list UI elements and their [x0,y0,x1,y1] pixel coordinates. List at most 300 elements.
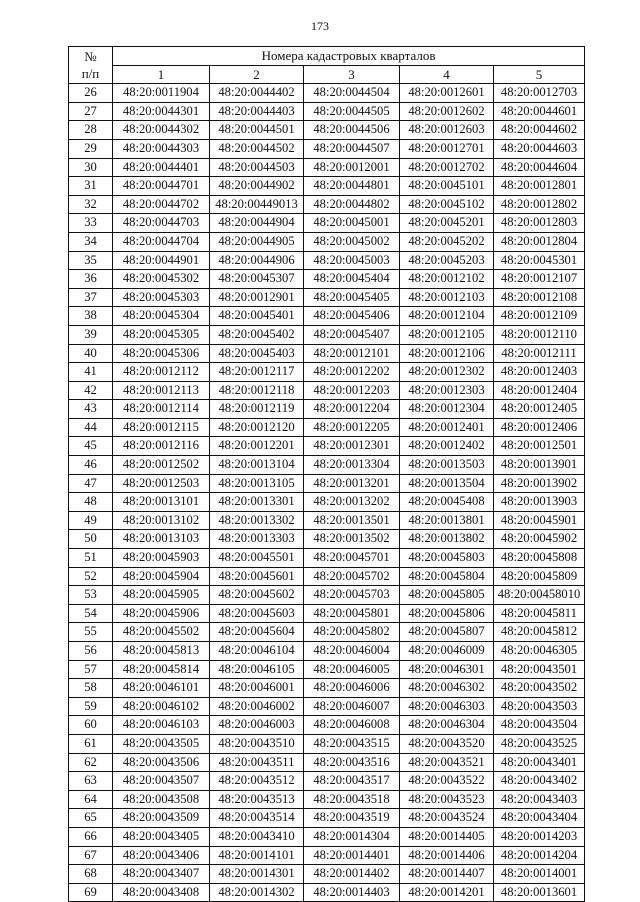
cadastral-quarters-table [68,46,585,902]
cadastral-number-cell: 48:20:0043408 [113,883,210,902]
cadastral-number-cell: 48:20:0014001 [494,865,585,884]
row-number: 32 [69,195,113,214]
cadastral-number-cell: 48:20:0045903 [113,549,210,568]
table-row [69,418,585,437]
row-number: 52 [69,567,113,586]
row-number: 40 [69,344,113,363]
cadastral-number-cell: 48:20:0045806 [400,604,494,623]
cadastral-number-cell: 48:20:0012108 [494,288,585,307]
table-row [69,679,585,698]
cadastral-number-cell: 48:20:0014407 [400,865,494,884]
table-row [69,288,585,307]
row-number: 29 [69,139,113,158]
cadastral-number-cell: 48:20:0012111 [494,344,585,363]
cadastral-number-cell: 48:20:0045003 [304,251,400,270]
row-number: 51 [69,549,113,568]
cadastral-number-cell: 48:20:0014405 [400,827,494,846]
table-row [69,530,585,549]
cadastral-number-cell: 48:20:0044601 [494,102,585,121]
cadastral-number-cell: 48:20:0045904 [113,567,210,586]
cadastral-number-cell: 48:20:0012113 [113,381,210,400]
cadastral-number-cell: 48:20:0046302 [400,679,494,698]
row-number: 28 [69,121,113,140]
cadastral-number-cell: 48:20:0014203 [494,827,585,846]
cadastral-number-cell: 48:20:0044902 [210,177,304,196]
cadastral-number-cell: 48:20:0046003 [210,716,304,735]
cadastral-number-cell: 48:20:0012104 [400,307,494,326]
table-row [69,790,585,809]
row-number: 47 [69,474,113,493]
cadastral-number-cell: 48:20:0044603 [494,139,585,158]
cadastral-number-cell: 48:20:0012101 [304,344,400,363]
table-row [69,232,585,251]
cadastral-number-cell: 48:20:0043504 [494,716,585,735]
cadastral-number-cell: 48:20:0044402 [210,84,304,103]
cadastral-number-cell: 48:20:0045304 [113,307,210,326]
cadastral-number-cell: 48:20:0044901 [113,251,210,270]
row-number: 67 [69,846,113,865]
cadastral-number-cell: 48:20:0045405 [304,288,400,307]
cadastral-number-cell: 48:20:0043502 [494,679,585,698]
table-row [69,456,585,475]
cadastral-number-cell: 48:20:0044403 [210,102,304,121]
row-number: 57 [69,660,113,679]
cadastral-number-cell: 48:20:0045809 [494,567,585,586]
cadastral-number-cell: 48:20:0043518 [304,790,400,809]
cadastral-number-cell: 48:20:0043506 [113,753,210,772]
cadastral-number-cell: 48:20:0045406 [304,307,400,326]
cadastral-number-cell: 48:20:0012302 [400,363,494,382]
cadastral-number-cell: 48:20:0043517 [304,772,400,791]
cadastral-number-cell: 48:20:0044904 [210,214,304,233]
cadastral-number-cell: 48:20:0045201 [400,214,494,233]
cadastral-number-cell: 48:20:0013501 [304,511,400,530]
row-number: 26 [69,84,113,103]
cadastral-number-cell: 48:20:0014402 [304,865,400,884]
cadastral-number-cell: 48:20:0045702 [304,567,400,586]
table-row [69,363,585,382]
table-row [69,214,585,233]
cadastral-number-cell: 48:20:0012402 [400,437,494,456]
cadastral-number-cell: 48:20:0043525 [494,734,585,753]
cadastral-number-cell: 48:20:0046004 [304,642,400,661]
cadastral-number-cell: 48:20:0044301 [113,102,210,121]
cadastral-number-cell: 48:20:0043519 [304,809,400,828]
cadastral-number-cell: 48:20:0012201 [210,437,304,456]
cadastral-number-cell: 48:20:0012503 [113,474,210,493]
cadastral-number-cell: 48:20:0043401 [494,753,585,772]
cadastral-number-cell: 48:20:0045307 [210,270,304,289]
row-number: 35 [69,251,113,270]
table-row [69,586,585,605]
table-row [69,307,585,326]
row-number: 48 [69,493,113,512]
cadastral-number-cell: 48:20:0045604 [210,623,304,642]
cadastral-number-cell: 48:20:0046102 [113,697,210,716]
cadastral-number-cell: 48:20:0013802 [400,530,494,549]
cadastral-number-cell: 48:20:0043516 [304,753,400,772]
cadastral-number-cell: 48:20:0043523 [400,790,494,809]
table-row [69,623,585,642]
cadastral-number-cell: 48:20:0012001 [304,158,400,177]
cadastral-number-cell: 48:20:0014304 [304,827,400,846]
cadastral-number-cell: 48:20:0045403 [210,344,304,363]
row-number: 63 [69,772,113,791]
group-title-header: Номера кадастровых кварталов [113,47,585,66]
row-number: 69 [69,883,113,902]
row-number: 31 [69,177,113,196]
cadastral-number-cell: 48:20:0044802 [304,195,400,214]
column-header-2: 2 [210,65,304,84]
row-number: 59 [69,697,113,716]
cadastral-number-cell: 48:20:0013903 [494,493,585,512]
table-row [69,270,585,289]
cadastral-number-cell: 48:20:0012109 [494,307,585,326]
table-row [69,251,585,270]
cadastral-number-cell: 48:20:0012110 [494,325,585,344]
row-number: 42 [69,381,113,400]
cadastral-number-cell: 48:20:0045901 [494,511,585,530]
cadastral-number-cell: 48:20:0045401 [210,307,304,326]
cadastral-number-cell: 48:20:0043410 [210,827,304,846]
cadastral-number-cell: 48:20:0046001 [210,679,304,698]
row-number: 68 [69,865,113,884]
cadastral-number-cell: 48:20:00449013 [210,195,304,214]
cadastral-number-cell: 48:20:0045902 [494,530,585,549]
cadastral-number-cell: 48:20:0044702 [113,195,210,214]
cadastral-number-cell: 48:20:0012103 [400,288,494,307]
cadastral-number-cell: 48:20:0045303 [113,288,210,307]
cadastral-number-cell: 48:20:0012703 [494,84,585,103]
cadastral-number-cell: 48:20:0045302 [113,270,210,289]
cadastral-number-cell: 48:20:0012401 [400,418,494,437]
table-row [69,827,585,846]
cadastral-number-cell: 48:20:0012602 [400,102,494,121]
cadastral-number-cell: 48:20:0044801 [304,177,400,196]
row-number: 43 [69,400,113,419]
cadastral-number-cell: 48:20:0045807 [400,623,494,642]
table-row [69,177,585,196]
cadastral-number-cell: 48:20:0045407 [304,325,400,344]
cadastral-number-cell: 48:20:0046304 [400,716,494,735]
cadastral-number-cell: 48:20:0043503 [494,697,585,716]
cadastral-number-cell: 48:20:0045804 [400,567,494,586]
cadastral-number-cell: 48:20:0012901 [210,288,304,307]
cadastral-number-cell: 48:20:0014403 [304,883,400,902]
column-header-4: 4 [400,65,494,84]
table-header [69,47,585,84]
cadastral-number-cell: 48:20:0044701 [113,177,210,196]
cadastral-number-cell: 48:20:0043505 [113,734,210,753]
table-row [69,511,585,530]
cadastral-number-cell: 48:20:0014201 [400,883,494,902]
num-sub-label: п/п [81,66,100,82]
cadastral-number-cell: 48:20:0012501 [494,437,585,456]
row-number: 45 [69,437,113,456]
table-row [69,121,585,140]
cadastral-number-cell: 48:20:0045814 [113,660,210,679]
row-number: 62 [69,753,113,772]
page-number: 173 [311,19,329,33]
cadastral-number-cell: 48:20:0012205 [304,418,400,437]
cadastral-number-cell: 48:20:0013502 [304,530,400,549]
table-row [69,344,585,363]
cadastral-number-cell: 48:20:0014301 [210,865,304,884]
cadastral-number-cell: 48:20:0044503 [210,158,304,177]
table-row [69,734,585,753]
cadastral-number-cell: 48:20:0046104 [210,642,304,661]
cadastral-number-cell: 48:20:0045306 [113,344,210,363]
cadastral-number-cell: 48:20:0013202 [304,493,400,512]
num-label: № [84,48,97,64]
cadastral-number-cell: 48:20:0045813 [113,642,210,661]
cadastral-number-cell: 48:20:0046002 [210,697,304,716]
cadastral-number-cell: 48:20:0045301 [494,251,585,270]
cadastral-number-cell: 48:20:0012116 [113,437,210,456]
row-number: 33 [69,214,113,233]
cadastral-number-cell: 48:20:0012119 [210,400,304,419]
cadastral-number-cell: 48:20:0045002 [304,232,400,251]
cadastral-number-cell: 48:20:0045501 [210,549,304,568]
cadastral-number-cell: 48:20:0012107 [494,270,585,289]
cadastral-number-cell: 48:20:0012112 [113,363,210,382]
table-row [69,660,585,679]
row-number: 61 [69,734,113,753]
row-number: 53 [69,586,113,605]
table-row [69,102,585,121]
cadastral-number-cell: 48:20:0043406 [113,846,210,865]
cadastral-number-cell: 48:20:0043405 [113,827,210,846]
cadastral-number-cell: 48:20:0043521 [400,753,494,772]
cadastral-number-cell: 48:20:0013901 [494,456,585,475]
cadastral-number-cell: 48:20:0014204 [494,846,585,865]
cadastral-number-cell: 48:20:0013302 [210,511,304,530]
cadastral-number-cell: 48:20:0012804 [494,232,585,251]
cadastral-number-cell: 48:20:0045502 [113,623,210,642]
cadastral-number-cell: 48:20:0045601 [210,567,304,586]
cadastral-number-cell: 48:20:0043507 [113,772,210,791]
cadastral-number-cell: 48:20:0012803 [494,214,585,233]
cadastral-number-cell: 48:20:0043511 [210,753,304,772]
row-number: 50 [69,530,113,549]
cadastral-number-cell: 48:20:0046008 [304,716,400,735]
cadastral-number-cell: 48:20:0046301 [400,660,494,679]
row-number: 49 [69,511,113,530]
cadastral-number-cell: 48:20:0045402 [210,325,304,344]
cadastral-number-cell: 48:20:0013304 [304,456,400,475]
cadastral-number-cell: 48:20:0012105 [400,325,494,344]
row-number: 58 [69,679,113,698]
cadastral-number-cell: 48:20:0043514 [210,809,304,828]
cadastral-number-cell: 48:20:0012120 [210,418,304,437]
cadastral-number-cell: 48:20:0012801 [494,177,585,196]
cadastral-number-cell: 48:20:0045802 [304,623,400,642]
table-row [69,809,585,828]
cadastral-number-cell: 48:20:0012405 [494,400,585,419]
row-number-header [69,47,113,84]
cadastral-number-cell: 48:20:0012106 [400,344,494,363]
cadastral-number-cell: 48:20:0013601 [494,883,585,902]
row-number: 37 [69,288,113,307]
cadastral-number-cell: 48:20:0045803 [400,549,494,568]
cadastral-number-cell: 48:20:0044504 [304,84,400,103]
cadastral-number-cell: 48:20:0045602 [210,586,304,605]
cadastral-number-cell: 48:20:0043522 [400,772,494,791]
cadastral-number-cell: 48:20:0014302 [210,883,304,902]
cadastral-number-cell: 48:20:0043402 [494,772,585,791]
table-row [69,437,585,456]
cadastral-number-cell: 48:20:0045811 [494,604,585,623]
cadastral-number-cell: 48:20:0043512 [210,772,304,791]
cadastral-number-cell: 48:20:0012202 [304,363,400,382]
row-number: 56 [69,642,113,661]
row-number: 46 [69,456,113,475]
cadastral-number-cell: 48:20:00458010 [494,586,585,605]
cadastral-number-cell: 48:20:0012102 [400,270,494,289]
cadastral-number-cell: 48:20:0044604 [494,158,585,177]
cadastral-number-cell: 48:20:0045808 [494,549,585,568]
column-header-5: 5 [494,65,585,84]
cadastral-number-cell: 48:20:0012204 [304,400,400,419]
cadastral-number-cell: 48:20:0046105 [210,660,304,679]
table-body [69,84,585,902]
cadastral-number-cell: 48:20:0045101 [400,177,494,196]
cadastral-number-cell: 48:20:0043501 [494,660,585,679]
row-number: 66 [69,827,113,846]
cadastral-number-cell: 48:20:0045703 [304,586,400,605]
cadastral-number-cell: 48:20:0013102 [113,511,210,530]
cadastral-number-cell: 48:20:0045801 [304,604,400,623]
cadastral-number-cell: 48:20:0043520 [400,734,494,753]
cadastral-number-cell: 48:20:0044905 [210,232,304,251]
table-row [69,716,585,735]
cadastral-number-cell: 48:20:0012603 [400,121,494,140]
row-number: 36 [69,270,113,289]
table-row [69,158,585,177]
cadastral-number-cell: 48:20:0014101 [210,846,304,865]
cadastral-number-cell: 48:20:0013201 [304,474,400,493]
table-row [69,567,585,586]
cadastral-number-cell: 48:20:0045603 [210,604,304,623]
table-row [69,549,585,568]
cadastral-number-cell: 48:20:0046305 [494,642,585,661]
cadastral-number-cell: 48:20:0044906 [210,251,304,270]
cadastral-number-cell: 48:20:0044507 [304,139,400,158]
cadastral-number-cell: 48:20:0013504 [400,474,494,493]
table-row [69,381,585,400]
cadastral-number-cell: 48:20:0012601 [400,84,494,103]
row-number: 38 [69,307,113,326]
table-row [69,604,585,623]
table-row [69,474,585,493]
cadastral-number-cell: 48:20:0045404 [304,270,400,289]
cadastral-number-cell: 48:20:0043513 [210,790,304,809]
row-number: 55 [69,623,113,642]
table-row [69,195,585,214]
table-row [69,493,585,512]
table-row [69,325,585,344]
cadastral-number-cell: 48:20:0044506 [304,121,400,140]
table-row [69,865,585,884]
cadastral-number-cell: 48:20:0046303 [400,697,494,716]
cadastral-number-cell: 48:20:0012702 [400,158,494,177]
cadastral-number-cell: 48:20:0011904 [113,84,210,103]
cadastral-number-cell: 48:20:0044703 [113,214,210,233]
cadastral-number-cell: 48:20:0013105 [210,474,304,493]
cadastral-number-cell: 48:20:0043510 [210,734,304,753]
row-number: 30 [69,158,113,177]
cadastral-number-cell: 48:20:0044704 [113,232,210,251]
table-row [69,772,585,791]
cadastral-number-cell: 48:20:0012117 [210,363,304,382]
table-row [69,753,585,772]
cadastral-number-cell: 48:20:0045102 [400,195,494,214]
cadastral-number-cell: 48:20:0044505 [304,102,400,121]
cadastral-number-cell: 48:20:0045203 [400,251,494,270]
cadastral-number-cell: 48:20:0043509 [113,809,210,828]
cadastral-number-cell: 48:20:0045408 [400,493,494,512]
cadastral-number-cell: 48:20:0043508 [113,790,210,809]
cadastral-number-cell: 48:20:0013104 [210,456,304,475]
row-number: 34 [69,232,113,251]
cadastral-number-cell: 48:20:0014401 [304,846,400,865]
cadastral-number-cell: 48:20:0044401 [113,158,210,177]
table-row [69,846,585,865]
cadastral-number-cell: 48:20:0044502 [210,139,304,158]
table-row [69,642,585,661]
cadastral-number-cell: 48:20:0045805 [400,586,494,605]
cadastral-number-cell: 48:20:0012203 [304,381,400,400]
cadastral-number-cell: 48:20:0012701 [400,139,494,158]
cadastral-number-cell: 48:20:0045001 [304,214,400,233]
cadastral-number-cell: 48:20:0046103 [113,716,210,735]
cadastral-number-cell: 48:20:0046009 [400,642,494,661]
cadastral-number-cell: 48:20:0045202 [400,232,494,251]
cadastral-number-cell: 48:20:0043403 [494,790,585,809]
cadastral-number-cell: 48:20:0044501 [210,121,304,140]
cadastral-number-cell: 48:20:0044302 [113,121,210,140]
table-row [69,400,585,419]
cadastral-number-cell: 48:20:0013301 [210,493,304,512]
row-number: 60 [69,716,113,735]
cadastral-number-cell: 48:20:0046101 [113,679,210,698]
cadastral-number-cell: 48:20:0012403 [494,363,585,382]
cadastral-number-cell: 48:20:0012502 [113,456,210,475]
table-row [69,139,585,158]
cadastral-number-cell: 48:20:0012802 [494,195,585,214]
row-number: 39 [69,325,113,344]
row-number: 41 [69,363,113,382]
cadastral-number-cell: 48:20:0046007 [304,697,400,716]
column-header-3: 3 [304,65,400,84]
row-number: 65 [69,809,113,828]
table-row [69,697,585,716]
cadastral-number-cell: 48:20:0012406 [494,418,585,437]
cadastral-number-cell: 48:20:0012404 [494,381,585,400]
cadastral-number-cell: 48:20:0012303 [400,381,494,400]
cadastral-number-cell: 48:20:0045905 [113,586,210,605]
cadastral-number-cell: 48:20:0046006 [304,679,400,698]
cadastral-number-cell: 48:20:0046005 [304,660,400,679]
row-number: 54 [69,604,113,623]
row-number: 27 [69,102,113,121]
cadastral-number-cell: 48:20:0013303 [210,530,304,549]
cadastral-number-cell: 48:20:0014406 [400,846,494,865]
cadastral-number-cell: 48:20:0043407 [113,865,210,884]
cadastral-number-cell: 48:20:0012115 [113,418,210,437]
cadastral-number-cell: 48:20:0012118 [210,381,304,400]
cadastral-number-cell: 48:20:0045701 [304,549,400,568]
